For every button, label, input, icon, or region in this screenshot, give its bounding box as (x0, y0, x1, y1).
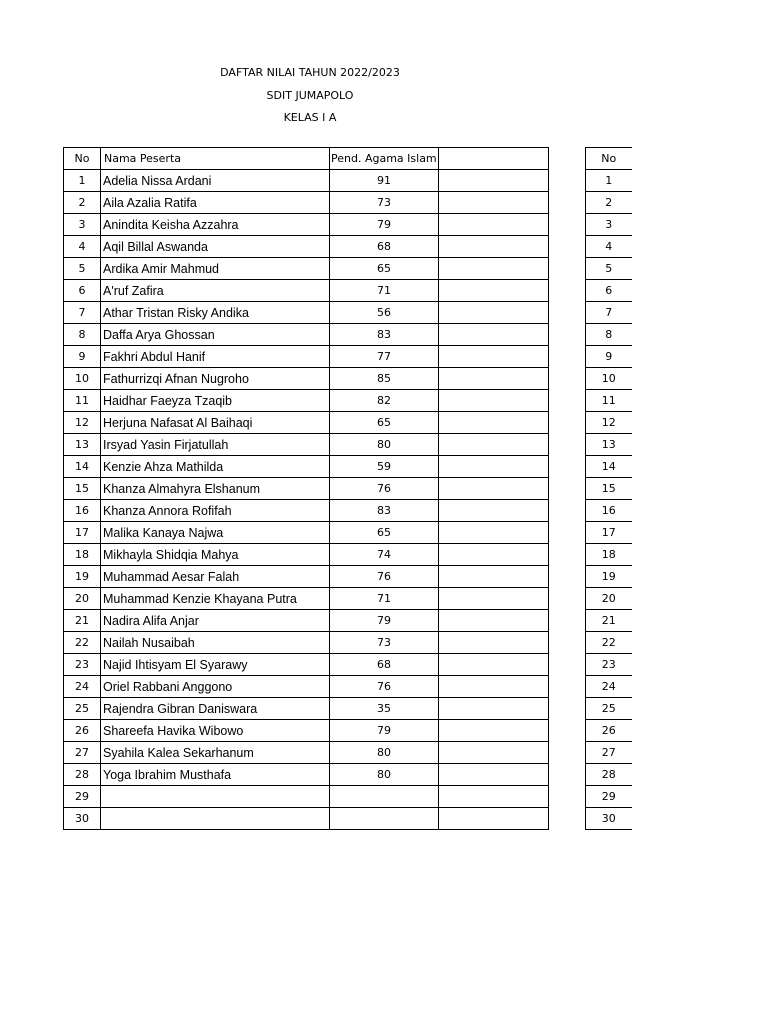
empty-cell (439, 588, 549, 610)
table-row (64, 698, 549, 720)
empty-cell (439, 390, 549, 412)
student-name: Malika Kanaya Najwa (101, 522, 330, 544)
side-row-number: 17 (586, 522, 632, 544)
row-number: 29 (64, 786, 101, 808)
score-value: 65 (330, 258, 439, 280)
side-row-number: 11 (586, 390, 632, 412)
row-number: 13 (64, 434, 101, 456)
side-row-number: 2 (586, 192, 632, 214)
side-row-number: 4 (586, 236, 632, 258)
side-row-number: 7 (586, 302, 632, 324)
header-score: Pend. Agama Islam (330, 148, 439, 170)
row-number: 28 (64, 764, 101, 786)
side-row-number: 5 (586, 258, 632, 280)
row-number: 8 (64, 324, 101, 346)
row-number: 26 (64, 720, 101, 742)
side-row (586, 720, 632, 742)
empty-cell (439, 456, 549, 478)
side-row (586, 412, 632, 434)
side-row (586, 808, 632, 830)
row-number: 4 (64, 236, 101, 258)
empty-cell (439, 808, 549, 830)
row-number: 10 (64, 368, 101, 390)
school-name: SDIT JUMAPOLO (266, 89, 354, 102)
table-row (64, 478, 549, 500)
header-extra (439, 148, 549, 170)
student-name: A'ruf Zafira (101, 280, 330, 302)
table-row (64, 742, 549, 764)
table-row (64, 632, 549, 654)
empty-cell (439, 522, 549, 544)
table-row (64, 258, 549, 280)
student-name (101, 808, 330, 830)
row-number: 9 (64, 346, 101, 368)
side-row (586, 324, 632, 346)
row-number: 21 (64, 610, 101, 632)
score-value: 74 (330, 544, 439, 566)
score-value (330, 786, 439, 808)
score-value: 71 (330, 588, 439, 610)
score-value: 76 (330, 478, 439, 500)
student-name: Irsyad Yasin Firjatullah (101, 434, 330, 456)
row-number: 7 (64, 302, 101, 324)
side-row-number: 3 (586, 214, 632, 236)
score-value: 91 (330, 170, 439, 192)
score-value: 76 (330, 676, 439, 698)
empty-cell (439, 192, 549, 214)
empty-cell (439, 478, 549, 500)
empty-cell (439, 214, 549, 236)
row-number: 27 (64, 742, 101, 764)
student-name: Yoga Ibrahim Musthafa (101, 764, 330, 786)
side-row-number: 23 (586, 654, 632, 676)
score-value: 77 (330, 346, 439, 368)
empty-cell (439, 742, 549, 764)
side-row-number: 16 (586, 500, 632, 522)
side-row (586, 786, 632, 808)
side-row (586, 192, 632, 214)
side-row (586, 346, 632, 368)
empty-cell (439, 258, 549, 280)
table-row (64, 808, 549, 830)
row-number: 15 (64, 478, 101, 500)
score-value: 79 (330, 720, 439, 742)
header-name: Nama Peserta (101, 148, 330, 170)
row-number: 18 (64, 544, 101, 566)
empty-cell (439, 302, 549, 324)
side-row-number: 6 (586, 280, 632, 302)
score-value: 80 (330, 764, 439, 786)
row-number: 25 (64, 698, 101, 720)
table-row (64, 654, 549, 676)
table-row (64, 500, 549, 522)
side-row (586, 434, 632, 456)
empty-cell (439, 544, 549, 566)
student-name: Ardika Amir Mahmud (101, 258, 330, 280)
side-row-number: 20 (586, 588, 632, 610)
empty-cell (439, 412, 549, 434)
student-name: Najid Ihtisyam El Syarawy (101, 654, 330, 676)
side-row-number: 27 (586, 742, 632, 764)
side-row-number: 15 (586, 478, 632, 500)
side-row (586, 280, 632, 302)
document-title: DAFTAR NILAI TAHUN 2022/2023 (220, 66, 400, 79)
student-name: Khanza Annora Rofifah (101, 500, 330, 522)
side-row (586, 654, 632, 676)
side-row-number: 13 (586, 434, 632, 456)
side-row (586, 368, 632, 390)
score-value: 83 (330, 500, 439, 522)
empty-cell (439, 632, 549, 654)
table-row (64, 610, 549, 632)
grades-table (63, 147, 549, 830)
student-name: Daffa Arya Ghossan (101, 324, 330, 346)
table-row (64, 324, 549, 346)
score-value: 56 (330, 302, 439, 324)
side-row (586, 236, 632, 258)
side-row (586, 456, 632, 478)
student-name: Khanza Almahyra Elshanum (101, 478, 330, 500)
row-number: 16 (64, 500, 101, 522)
student-name: Fakhri Abdul Hanif (101, 346, 330, 368)
row-number: 24 (64, 676, 101, 698)
student-name: Athar Tristan Risky Andika (101, 302, 330, 324)
table-row (64, 588, 549, 610)
empty-cell (439, 170, 549, 192)
student-name: Oriel Rabbani Anggono (101, 676, 330, 698)
empty-cell (439, 500, 549, 522)
side-row (586, 390, 632, 412)
student-name: Mikhayla Shidqia Mahya (101, 544, 330, 566)
side-row-number: 1 (586, 170, 632, 192)
side-row-number: 22 (586, 632, 632, 654)
score-value: 65 (330, 522, 439, 544)
side-row (586, 698, 632, 720)
class-name: KELAS I A (283, 111, 337, 124)
table-row (64, 368, 549, 390)
table-row (64, 236, 549, 258)
side-header-no: No (586, 148, 632, 170)
student-name: Herjuna Nafasat Al Baihaqi (101, 412, 330, 434)
side-row (586, 610, 632, 632)
side-row (586, 632, 632, 654)
table-row (64, 412, 549, 434)
side-row (586, 500, 632, 522)
side-row-number: 21 (586, 610, 632, 632)
score-value: 80 (330, 742, 439, 764)
table-row (64, 192, 549, 214)
row-number: 12 (64, 412, 101, 434)
row-number: 17 (64, 522, 101, 544)
row-number: 6 (64, 280, 101, 302)
table-row (64, 434, 549, 456)
row-number: 20 (64, 588, 101, 610)
empty-cell (439, 720, 549, 742)
side-row (586, 544, 632, 566)
student-name: Muhammad Aesar Falah (101, 566, 330, 588)
score-value: 73 (330, 632, 439, 654)
score-value: 68 (330, 236, 439, 258)
side-row-number: 28 (586, 764, 632, 786)
row-number: 22 (64, 632, 101, 654)
side-row-number: 19 (586, 566, 632, 588)
table-row (64, 346, 549, 368)
side-row-number: 12 (586, 412, 632, 434)
row-number: 30 (64, 808, 101, 830)
row-number: 5 (64, 258, 101, 280)
empty-cell (439, 324, 549, 346)
student-name: Haidhar Faeyza Tzaqib (101, 390, 330, 412)
student-name: Nailah Nusaibah (101, 632, 330, 654)
student-name: Kenzie Ahza Mathilda (101, 456, 330, 478)
score-value (330, 808, 439, 830)
empty-cell (439, 346, 549, 368)
student-name: Adelia Nissa Ardani (101, 170, 330, 192)
student-name: Shareefa Havika Wibowo (101, 720, 330, 742)
side-row-number: 18 (586, 544, 632, 566)
side-row-number: 24 (586, 676, 632, 698)
side-row (586, 764, 632, 786)
side-row-number: 14 (586, 456, 632, 478)
empty-cell (439, 236, 549, 258)
empty-cell (439, 610, 549, 632)
table-row (64, 720, 549, 742)
side-header-row (586, 148, 632, 170)
score-value: 71 (330, 280, 439, 302)
student-name: Anindita Keisha Azzahra (101, 214, 330, 236)
student-name: Aila Azalia Ratifa (101, 192, 330, 214)
side-row-number: 30 (586, 808, 632, 830)
empty-cell (439, 698, 549, 720)
table-row (64, 214, 549, 236)
table-row (64, 302, 549, 324)
student-name (101, 786, 330, 808)
student-name: Nadira Alifa Anjar (101, 610, 330, 632)
empty-cell (439, 368, 549, 390)
score-value: 85 (330, 368, 439, 390)
side-row-number: 25 (586, 698, 632, 720)
score-value: 76 (330, 566, 439, 588)
score-value: 59 (330, 456, 439, 478)
table-row (64, 566, 549, 588)
row-number: 3 (64, 214, 101, 236)
table-row (64, 390, 549, 412)
row-number: 19 (64, 566, 101, 588)
side-row (586, 170, 632, 192)
table-row (64, 280, 549, 302)
empty-cell (439, 566, 549, 588)
row-number: 14 (64, 456, 101, 478)
table-row (64, 170, 549, 192)
student-name: Fathurrizqi Afnan Nugroho (101, 368, 330, 390)
student-name: Muhammad Kenzie Khayana Putra (101, 588, 330, 610)
score-value: 80 (330, 434, 439, 456)
empty-cell (439, 654, 549, 676)
side-row (586, 742, 632, 764)
empty-cell (439, 280, 549, 302)
student-name: Aqil Billal Aswanda (101, 236, 330, 258)
empty-cell (439, 676, 549, 698)
side-table (585, 147, 632, 830)
table-row (64, 522, 549, 544)
student-name: Rajendra Gibran Daniswara (101, 698, 330, 720)
score-value: 83 (330, 324, 439, 346)
empty-cell (439, 434, 549, 456)
side-row (586, 566, 632, 588)
side-row-number: 29 (586, 786, 632, 808)
score-value: 79 (330, 610, 439, 632)
side-row (586, 522, 632, 544)
table-row (64, 456, 549, 478)
score-value: 65 (330, 412, 439, 434)
score-value: 35 (330, 698, 439, 720)
side-row (586, 588, 632, 610)
header-no: No (64, 148, 101, 170)
empty-cell (439, 786, 549, 808)
side-row (586, 258, 632, 280)
row-number: 1 (64, 170, 101, 192)
side-row (586, 214, 632, 236)
side-row-number: 8 (586, 324, 632, 346)
row-number: 11 (64, 390, 101, 412)
side-row (586, 478, 632, 500)
side-row (586, 676, 632, 698)
table-row (64, 676, 549, 698)
side-row-number: 9 (586, 346, 632, 368)
score-value: 68 (330, 654, 439, 676)
score-value: 82 (330, 390, 439, 412)
table-row (64, 544, 549, 566)
side-row-number: 10 (586, 368, 632, 390)
table-row (64, 764, 549, 786)
row-number: 2 (64, 192, 101, 214)
row-number: 23 (64, 654, 101, 676)
table-header-row (64, 148, 549, 170)
side-row (586, 302, 632, 324)
table-row (64, 786, 549, 808)
student-name: Syahila Kalea Sekarhanum (101, 742, 330, 764)
empty-cell (439, 764, 549, 786)
score-value: 79 (330, 214, 439, 236)
side-row-number: 26 (586, 720, 632, 742)
score-value: 73 (330, 192, 439, 214)
